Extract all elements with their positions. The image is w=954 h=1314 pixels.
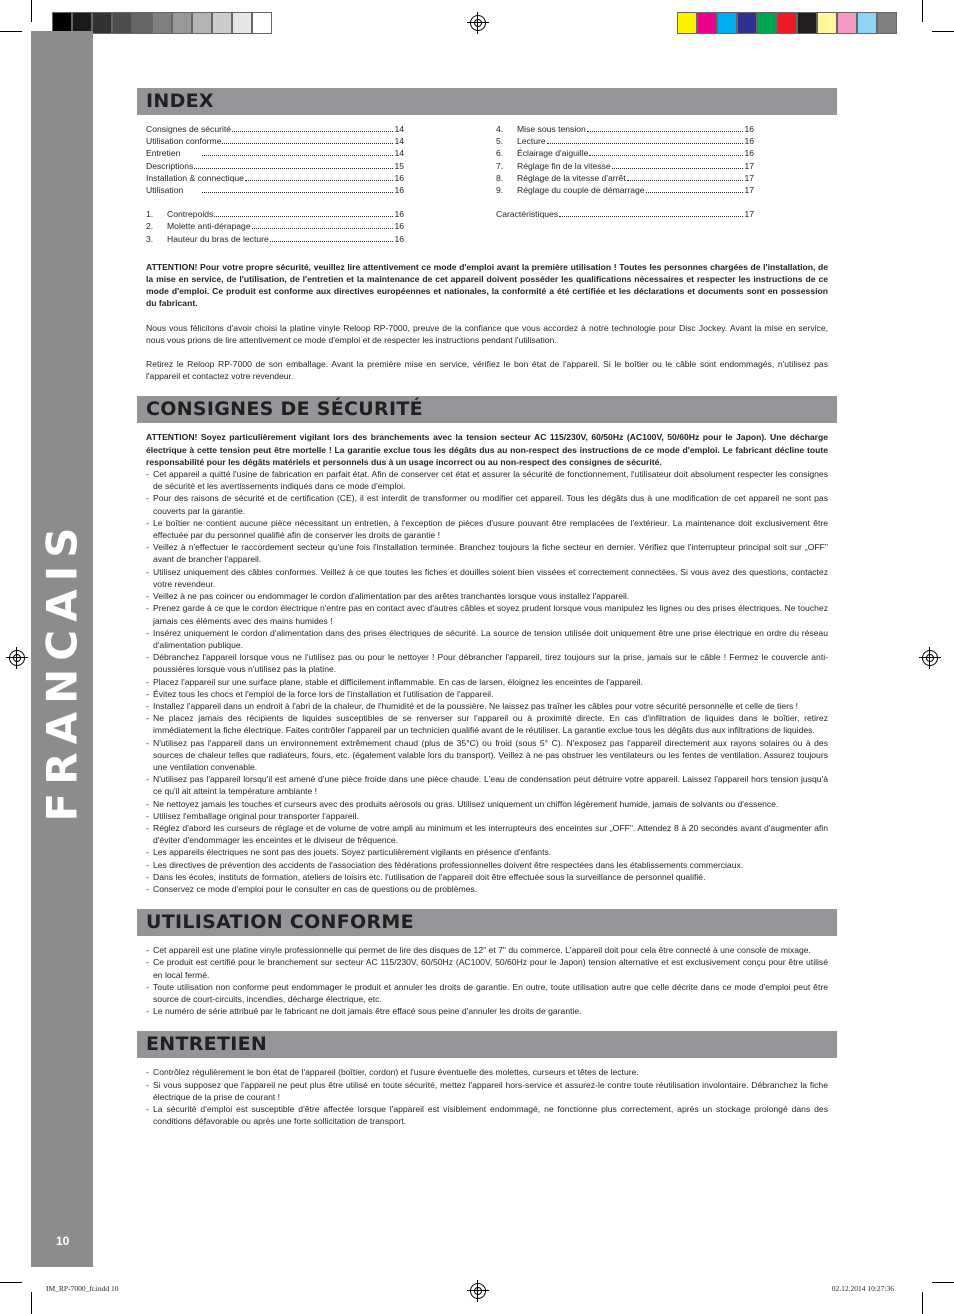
- toc-entry: [496, 147, 754, 159]
- safety-list-item: - Débranchez l'appareil lorsque vous ne l'utilisez pas ou pour le nettoyer ! Pour débrancher l'appareil, tirez toujours sur la prise, jamais sur le câble ! Fermez le couvercle anti-poussières lorsque vous n'utilisez pas la platine.: [146, 651, 828, 675]
- toc-entry: [146, 220, 404, 232]
- toc-entry-page: 15: [394, 160, 404, 171]
- color-swatch: [857, 12, 877, 34]
- color-swatch: [192, 12, 212, 34]
- maintenance-list-item: - Si vous supposez que l'appareil ne peut plus être utilisé en toute sécurité, mettez l'appareil hors-service et assurez-le contre toute réutilisation involontaire. Débranchez la fiche électrique de la prise de courant !: [146, 1079, 828, 1103]
- toc-entry-number: 1.: [146, 209, 154, 220]
- toc-leader-dots: [232, 131, 393, 132]
- print-timestamp: 02.12.2014 10:27:36: [831, 1284, 894, 1293]
- toc-entry-number: 7.: [496, 160, 504, 171]
- color-swatch: [837, 12, 857, 34]
- safety-list-item: - Le boîtier ne contient aucune pièce nécessitant un entretien, à l'exception de pièces d'usure pouvant être remplacées de l'extérieur. La maintenance doit exclusivement être effectuée par du personnel qualifié afin de conserver les droits de garantie !: [146, 517, 828, 541]
- safety-list-item: - Utilisez l'emballage original pour transporter l'appareil.: [146, 810, 828, 822]
- safety-list-item: - Installez l'appareil dans un endroit à l'abri de la chaleur, de l'humidité et de la poussière. Ne laissez pas traîner les câbles pour votre sécurité personnelle et celle de tiers !: [146, 700, 828, 712]
- crop-mark: [932, 31, 954, 32]
- toc-entry-page: 16: [394, 209, 404, 220]
- toc-entry-page: 17: [744, 160, 754, 171]
- toc-entry: [146, 147, 404, 159]
- safety-list-item: - Les directives de prévention des accidents de l'association des fédérations professionnelles doivent être respectées dans les établissements commerciaux.: [146, 859, 828, 871]
- toc-entry-label: Contrepoids: [167, 209, 214, 220]
- safety-block: [137, 431, 837, 895]
- safety-list-item: - Veillez à ne pas coincer ou endommager le cordon d'alimentation par des arêtes tranchantes lorsque vous installez l'appareil.: [146, 590, 828, 602]
- safety-list-item: - Cet appareil a quitté l'usine de fabrication en parfait état. Afin de conserver cet état et assurer la sécurité de fonctionnement, l'utilisateur doit absolument respecter les consignes de sécurité et les avertissements indiqués dans ce mode d'emploi.: [146, 468, 828, 492]
- toc-entry: [146, 233, 404, 245]
- toc-entry-page: 16: [394, 221, 404, 232]
- color-swatch: [817, 12, 837, 34]
- toc-leader-dots: [202, 155, 393, 156]
- color-swatch: [677, 12, 697, 34]
- toc-entry: [146, 184, 404, 196]
- language-label: FRANCAIS: [37, 519, 87, 821]
- toc-entry: [146, 208, 404, 220]
- toc-entry: [496, 123, 754, 135]
- toc-entry-label: Éclairage d'aiguille: [517, 148, 589, 159]
- usage-list-item: - Toute utilisation non conforme peut endommager le produit et annuler les droits de garantie. En outre, toute utilisation autre que celle décrite dans ce mode d'emploi peut être source de court-circuits, incendies, décharge électrique, etc.: [146, 981, 828, 1005]
- safety-list-item: - Utilisez uniquement des câbles conformes. Veillez à ce que toutes les fiches et douilles soient bien vissées et correctement connectées. Si vous avez des questions, contactez votre revendeur.: [146, 566, 828, 590]
- toc-entry-label: Caractéristiques: [496, 209, 559, 220]
- toc-entry-page: 17: [744, 209, 754, 220]
- toc-leader-dots: [194, 168, 393, 169]
- registration-mark-icon: [470, 15, 486, 31]
- safety-list: [146, 468, 828, 895]
- safety-list-item: - Évitez tous les chocs et l'emploi de la force lors de l'installation et l'utilisation de l'appareil.: [146, 688, 828, 700]
- toc-entry-number: 2.: [146, 221, 154, 232]
- safety-list-item: - Conservez ce mode d'emploi pour le consulter en cas de questions ou de problèmes.: [146, 883, 828, 895]
- toc-spacer: [496, 196, 754, 208]
- toc-entry-number: 5.: [496, 136, 504, 147]
- safety-list-item: - N'utilisez pas l'appareil dans un environnement extrêmement chaud (plus de 35°C) ou froid (sous 5° C). N'exposez pas l'appareil directement aux rayons solaires ou à des sources de chaleur telles que radiateurs, fours, etc. (également valable lors du transport). Veillez à ne pas obstruer les ventilateurs ou les fentes de ventilation. Assurez toujours une ventilation convenable.: [146, 737, 828, 774]
- toc-entry-label: Mise sous tension: [517, 124, 586, 134]
- crop-mark: [922, 0, 923, 22]
- section-title-usage: UTILISATION CONFORME: [137, 909, 837, 936]
- section-title-safety: CONSIGNES DE SÉCURITÉ: [137, 396, 837, 423]
- safety-list-item: - Les appareils électriques ne sont pas des jouets. Soyez particulièrement vigilants en présence d'enfants.: [146, 846, 828, 858]
- usage-list: [146, 944, 828, 1017]
- color-swatch: [132, 12, 152, 34]
- toc-leader-dots: [222, 143, 393, 144]
- toc-entry-label: Utilisation conforme: [146, 136, 222, 147]
- color-swatch: [757, 12, 777, 34]
- color-swatch: [92, 12, 112, 34]
- toc-leader-dots: [627, 180, 744, 181]
- color-swatch: [777, 12, 797, 34]
- toc-leader-dots: [559, 216, 743, 217]
- section-title-index: INDEX: [137, 88, 837, 115]
- toc-leader-dots: [587, 131, 744, 132]
- usage-list-item: - Le numéro de série attribué par le fabricant ne doit jamais être effacé sous peine d'annuler les droits de garantie.: [146, 1005, 828, 1017]
- toc-leader-dots: [612, 168, 744, 169]
- maintenance-list-item: - La sécurité d'emploi est susceptible d'être affectée lorsque l'appareil est visiblement endommagé, ne fonctionne plus correctement, après un stockage prolongé dans des conditions défavorable ou après une forte sollicitation de transport.: [146, 1103, 828, 1127]
- usage-list-item: - Ce produit est certifié pour le branchement sur secteur AC 115/230V, 60/50Hz (AC100V, 50/60Hz pour le Japon) tension alternative et est exclusivement conçu pour être utilisé en local fermé.: [146, 956, 828, 980]
- page-number: 10: [56, 1234, 70, 1248]
- safety-list-item: - Pour des raisons de sécurité et de certification (CE), il est interdit de transformer ou modifier cet appareil. Tous les dégâts dus à une modification de cet appareil ne sont pas couverts par la garantie.: [146, 492, 828, 516]
- toc-entry-page: 17: [744, 185, 754, 196]
- toc-entry-number: 8.: [496, 172, 504, 183]
- toc-entry-page: 16: [744, 124, 754, 134]
- crop-mark: [0, 31, 22, 32]
- toc-entry: [146, 135, 404, 147]
- section-title-maintenance: ENTRETIEN: [137, 1031, 837, 1058]
- color-swatch: [717, 12, 737, 34]
- color-swatch: [232, 12, 252, 34]
- registration-mark-icon: [470, 1283, 486, 1299]
- toc-entry-page: 14: [394, 148, 404, 159]
- toc-entry-page: 16: [744, 136, 754, 147]
- toc-entry: [496, 135, 754, 147]
- index-attention-text: ATTENTION! Pour votre propre sécurité, veuillez lire attentivement ce mode d'emploi avant la première utilisation ! Toutes les personnes chargées de l'installation, de la mise en service, de l'utilisation, de l'entretien et la maintenance de cet appareil doivent posséder les qualifications nécessaires et respecter les instructions de ce mode d'emploi. Ce produit est conforme aux directives européennes et nationales, la conformité a été certifiée et les déclarations et documents sont en possession du fabricant.: [146, 261, 828, 309]
- safety-list-item: - Réglez d'abord les curseurs de réglage et de volume de votre ampli au minimum et les interrupteurs des enceintes sur „OFF". Attendez 8 à 20 secondes avant d'augmenter afin d'éviter d'endommager les enceintes et le diviseur de fréquence.: [146, 822, 828, 846]
- color-swatch: [172, 12, 192, 34]
- color-swatch: [797, 12, 817, 34]
- toc-entry-label: Lecture: [517, 136, 546, 147]
- toc-entry-label: Utilisation: [146, 185, 184, 196]
- toc-entry-number: 3.: [146, 233, 154, 244]
- toc-entry-label: Installation & connectique: [146, 172, 244, 183]
- color-swatch: [252, 12, 272, 34]
- toc-entry-page: 16: [744, 148, 754, 159]
- safety-list-item: - N'utilisez pas l'appareil lorsqu'il est amené d'une pièce froide dans une pièce chaude. L'eau de condensation peut détruire votre appareil. Laissez l'appareil hors tension jusqu'à ce qu'il ait atteint la température ambiante !: [146, 773, 828, 797]
- usage-list-item: - Cet appareil est une platine vinyle professionnelle qui permet de lire des disques de 12" et 7" du commerce. L'appareil doit pour cela être connecté à une console de mixage.: [146, 944, 828, 956]
- toc-entry: [496, 160, 754, 172]
- toc-entry-label: Réglage de la vitesse d'arrêt: [517, 172, 626, 183]
- safety-list-item: - Ne placez jamais des récipients de liquides susceptibles de se renverser sur l'appareil ou à proximité directe. En cas d'infiltration de liquides dans le boîtier, retirez immédiatement la fiche électrique. Faites contrôler l'appareil par un technicien qualifié avant de le réutiliser. La garantie exclue tous les dégâts dus aux infiltrations de liquides.: [146, 712, 828, 736]
- crop-mark: [922, 1292, 923, 1314]
- safety-list-item: - Insérez uniquement le cordon d'alimentation dans des prises électriques de sécurité. La source de tension utilisée doit uniquement être une prise électrique en ordre du réseau d'alimentation publique.: [146, 627, 828, 651]
- toc-entry: [496, 172, 754, 184]
- intro-paragraph: Nous vous félicitons d'avoir choisi la platine vinyle Reloop RP-7000, preuve de la confiance que vous accordez à notre technologie pour Disc Jockey. Avant la mise en service, nous vous prions de lire attentivement ce mode d'emploi et de respecter les instructions pendant l'utilisation.: [146, 322, 828, 345]
- safety-list-item: - Ne nettoyez jamais les touches et curseurs avec des produits aérosols ou gras. Utilisez uniquement un chiffon légèrement humide, jamais de solvants ou d'essence.: [146, 798, 828, 810]
- toc-entry-page: 16: [394, 233, 404, 244]
- registration-mark-icon: [9, 650, 25, 666]
- toc-entry-number: 4.: [496, 124, 504, 134]
- main-content: [137, 88, 837, 1127]
- toc-right-column: [496, 123, 754, 245]
- toc-leader-dots: [589, 155, 743, 156]
- color-swatch: [877, 12, 897, 34]
- toc-entry-label: Hauteur du bras de lecture: [167, 233, 269, 244]
- toc-left-column: [146, 123, 404, 245]
- toc-entry-label: Réglage fin de la vitesse: [517, 160, 611, 171]
- color-swatch: [152, 12, 172, 34]
- maintenance-list-item: - Contrôlez régulièrement le bon état de l'appareil (boîtier, cordon) et l'usure éventuelle des molettes, curseurs et têtes de lecture.: [146, 1066, 828, 1078]
- toc-entry: [146, 123, 404, 135]
- language-label-wrap: [31, 520, 93, 820]
- maintenance-list: [146, 1066, 828, 1127]
- color-swatch: [697, 12, 717, 34]
- toc-entry-label: Réglage du couple de démarrage: [517, 185, 645, 196]
- crop-mark: [932, 1282, 954, 1283]
- safety-list-item: - Dans les écoles, instituts de formation, ateliers de loisirs etc. l'utilisation de l'appareil doit être effectuée sous la surveillance de personnel qualifié.: [146, 871, 828, 883]
- safety-list-item: - Prenez garde à ce que le cordon électrique n'entre pas en contact avec d'autres câbles et soyez prudent lorsque vous manipulez les lignes ou des prises électriques. Ne touchez jamais ces éléments avec des mains humides !: [146, 602, 828, 626]
- toc-spacer: [146, 196, 404, 208]
- toc-entry-page: 17: [744, 172, 754, 183]
- toc-leader-dots: [270, 241, 394, 242]
- toc-leader-dots: [252, 228, 394, 229]
- toc-entry-label: Entretien: [146, 148, 181, 159]
- toc-leader-dots: [646, 192, 744, 193]
- toc-entry-label: Descriptions: [146, 160, 194, 171]
- safety-list-item: - Placez l'appareil sur une surface plane, stable et difficilement inflammable. En cas de larsen, éloignez les enceintes de l'appareil.: [146, 676, 828, 688]
- crop-mark: [31, 0, 32, 22]
- toc-entry: [146, 160, 404, 172]
- toc-entry-label: Consignes de sécurité: [146, 124, 232, 134]
- safety-attention-text: ATTENTION! Soyez particulièrement vigilant lors des branchements avec la tension secteur AC 115/230V, 60/50Hz (AC100V, 50/60Hz pour le Japon). Une décharge électrique à cette tension peut être mortelle ! La garantie exclue tous les dégâts dus au non-respect des instructions de ce mode d'emploi. Le fabricant décline toute responsabilité pour les dégâts matériels et personnels dus à un usage incorrect ou au non-respect des consignes de sécurité.: [146, 432, 828, 467]
- safety-list-item: - Veillez à n'effectuer le raccordement secteur qu'une fois l'installation terminée. Branchez toujours la fiche secteur en dernier. Vérifiez que l'interrupteur principal soit sur „OFF" avant de brancher l'appareil.: [146, 541, 828, 565]
- toc-entry: [496, 184, 754, 196]
- toc-entry-number: 6.: [496, 148, 504, 159]
- toc-entry-page: 14: [394, 136, 404, 147]
- color-swatch: [112, 12, 132, 34]
- toc-entry-page: 14: [394, 124, 404, 134]
- color-swatch: [737, 12, 757, 34]
- toc-entry-page: 16: [394, 172, 404, 183]
- toc-leader-dots: [214, 216, 393, 217]
- toc-entry: [496, 208, 754, 220]
- toc-entry-page: 16: [394, 185, 404, 196]
- intro-block: [137, 261, 837, 383]
- usage-block: [137, 944, 837, 1017]
- toc-entry: [146, 172, 404, 184]
- toc-leader-dots: [202, 192, 393, 193]
- crop-mark: [0, 1282, 22, 1283]
- registration-mark-icon: [922, 650, 938, 666]
- toc-entry-number: 9.: [496, 185, 504, 196]
- toc-entry-label: Molette anti-dérapage: [167, 221, 251, 232]
- table-of-contents: [137, 123, 837, 245]
- unpacking-paragraph: Retirez le Reloop RP-7000 de son emballage. Avant la première mise en service, vérifiez le bon état de l'appareil. Si le boîtier ou le câble sont endommagés, n'utilisez pas l'appareil et contactez votre revendeur.: [146, 359, 828, 382]
- process-color-bar: [677, 12, 897, 34]
- maintenance-block: [137, 1066, 837, 1127]
- crop-mark: [31, 1292, 32, 1314]
- file-slug: IM_RP-7000_fr.indd 10: [46, 1284, 119, 1293]
- toc-leader-dots: [547, 143, 744, 144]
- color-swatch: [212, 12, 232, 34]
- toc-leader-dots: [245, 180, 393, 181]
